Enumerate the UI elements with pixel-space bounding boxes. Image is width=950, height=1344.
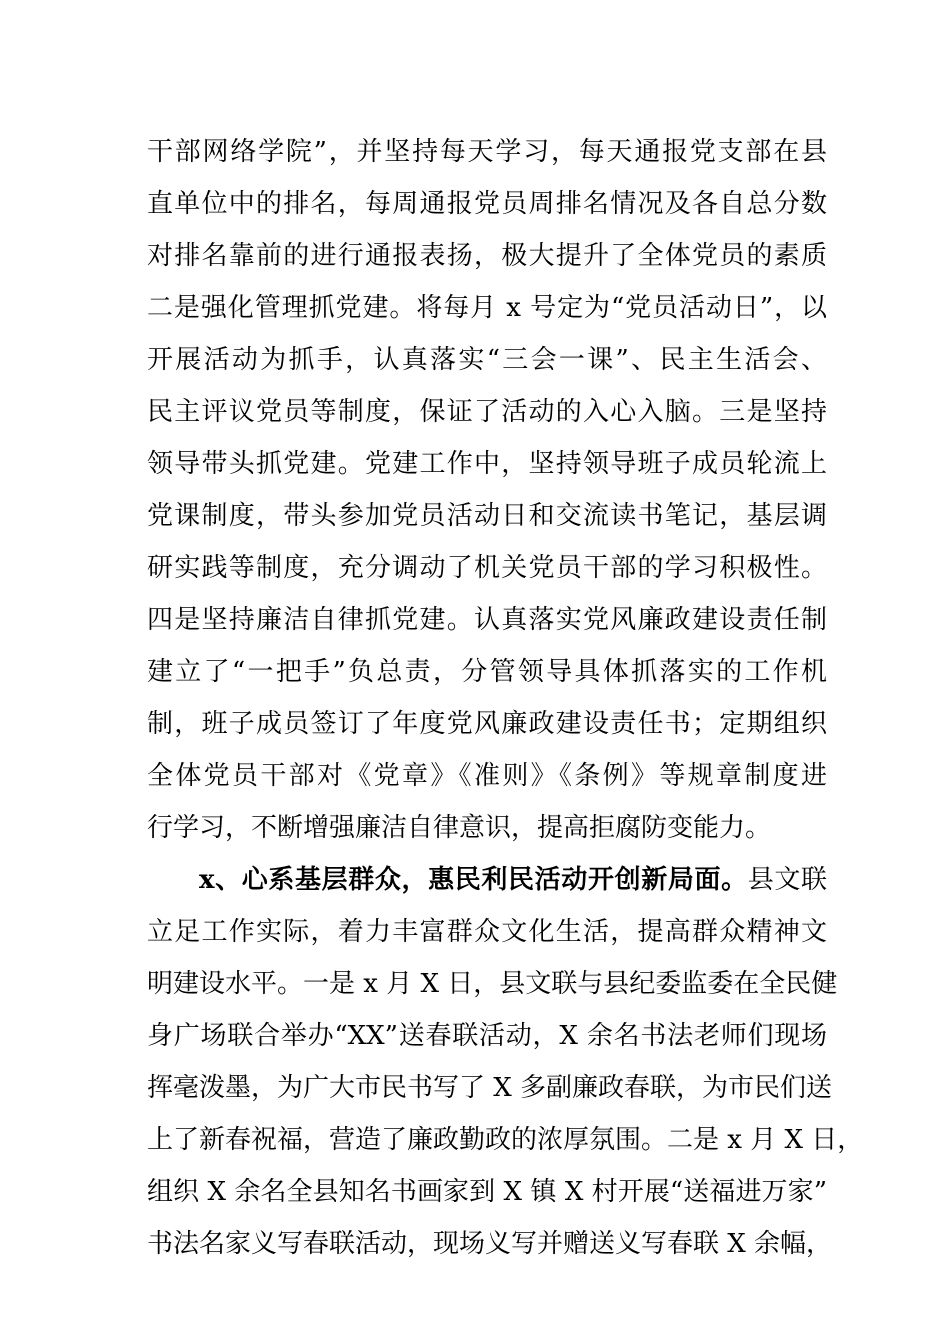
paragraph-line: 明建设水平。一是 x 月 X 日，县文联与县纪委监委在全民健 <box>147 969 838 999</box>
paragraph-line: 全体党员干部对《党章》《准则》《条例》等规章制度进 <box>147 761 827 791</box>
section-lead-text: 县文联 <box>747 865 827 895</box>
paragraph-line: 二是强化管理抓党建。将每月 x 号定为“党员活动日”，以 <box>147 293 827 323</box>
paragraph-line: 行学习，不断增强廉洁自律意识，提高拒腐防变能力。 <box>147 813 772 843</box>
paragraph-line: 组织 X 余名全县知名书画家到 X 镇 X 村开展“送福进万家” <box>147 1177 827 1207</box>
paragraph-line: 直单位中的排名，每周通报党员周排名情况及各自总分数 <box>147 189 827 219</box>
paragraph-line: 对排名靠前的进行通报表扬，极大提升了全体党员的素质 <box>147 241 827 271</box>
paragraph-line: 立足工作实际，着力丰富群众文化生活，提高群众精神文 <box>147 917 827 947</box>
paragraph-line: 建立了“一把手”负总责，分管领导具体抓落实的工作机 <box>147 657 827 687</box>
body-text <box>147 126 864 1270</box>
paragraph-line: 上了新春祝福，营造了廉政勤政的浓厚氛围。二是 x 月 X 日， <box>147 1125 864 1155</box>
paragraph-line: 领导带头抓党建。党建工作中，坚持领导班子成员轮流上 <box>147 449 827 479</box>
paragraph-line: 四是坚持廉洁自律抓党建。认真落实党风廉政建设责任制 <box>147 605 827 635</box>
paragraph-line: 研实践等制度，充分调动了机关党员干部的学习积极性。 <box>147 553 827 583</box>
paragraph-line: 书法名家义写春联活动，现场义写并赠送义写春联 X 余幅， <box>147 1229 833 1259</box>
paragraph-line: 制，班子成员签订了年度党风廉政建设责任书；定期组织 <box>147 709 827 739</box>
section-heading-line <box>147 854 827 906</box>
paragraph-line: 干部网络学院”，并坚持每天学习，每天通报党支部在县 <box>147 137 827 167</box>
paragraph-line: 党课制度，带头参加党员活动日和交流读书笔记，基层调 <box>147 501 827 531</box>
section-heading: x、心系基层群众，惠民利民活动开创新局面。 <box>199 865 748 895</box>
paragraph-line: 挥毫泼墨，为广大市民书写了 X 多副廉政春联，为市民们送 <box>147 1073 833 1103</box>
paragraph-line: 民主评议党员等制度，保证了活动的入心入脑。三是坚持 <box>147 397 827 427</box>
paragraph-line: 开展活动为抓手，认真落实“三会一课”、民主生活会、 <box>147 345 827 375</box>
paragraph-line: 身广场联合举办“XX”送春联活动，X 余名书法老师们现场 <box>147 1021 827 1051</box>
